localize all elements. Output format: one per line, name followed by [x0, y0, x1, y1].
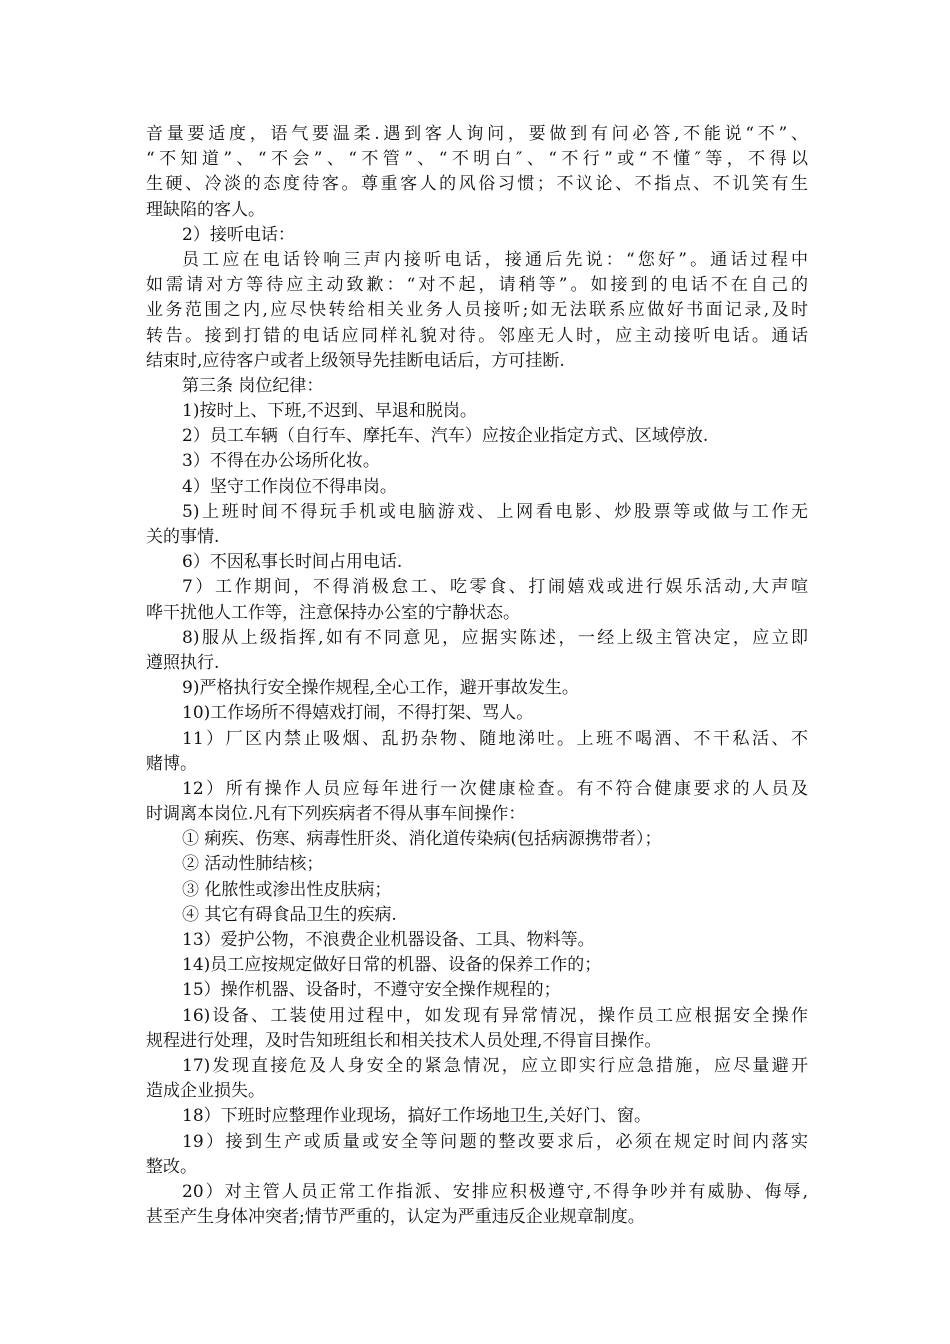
- document-line: 6）不因私事长时间占用电话.: [182, 552, 403, 573]
- document-line: 20）对主管人员正常工作指派、安排应积极遵守,不得争吵并有威胁、侮辱,: [182, 1181, 808, 1202]
- document-line: 甚至产生身体冲突者;情节严重的，认定为严重违反企业规章制度。: [146, 1207, 645, 1228]
- document-line: 规程进行处理，及时告知班组长和相关技术人员处理,不得盲目操作。: [146, 1030, 662, 1051]
- document-line: 3）不得在办公场所化妆。: [182, 451, 380, 472]
- document-line: 14)员工应按规定做好日常的机器、设备的保养工作的；: [182, 955, 602, 976]
- document-line: 19）接到生产或质量或安全等问题的整改要求后，必须在规定时间内落实: [182, 1131, 808, 1152]
- document-line: 音量要适度，语气要温柔.遇到客人询问，要做到有问必答,不能说“不”、: [146, 124, 808, 144]
- document-line: 15）操作机器、设备时，不遵守安全操作规程的；: [182, 980, 561, 1001]
- document-line: ④ 其它有碍食品卫生的疾病.: [182, 904, 397, 925]
- document-line: 7）工作期间，不得消极怠工、吃零食、打闹嬉戏或进行娱乐活动,大声喧: [182, 577, 808, 598]
- document-line: 哗干扰他人工作等，注意保持办公室的宁静状态。: [146, 602, 520, 623]
- document-line: 11）厂区内禁止吸烟、乱扔杂物、随地涕吐。上班不喝酒、不干私活、不: [182, 728, 808, 749]
- document-line: 如需请对方等待应主动致歉：“对不起，请稍等”。如接到的电话不在自己的: [146, 275, 808, 296]
- document-line: 员工应在电话铃响三声内接听电话，接通后先说：“您好”。通话过程中: [182, 249, 808, 270]
- document-line: 时调离本岗位.凡有下列疾病者不得从事车间操作：: [146, 804, 526, 825]
- document-line: ③ 化脓性或渗出性皮肤病；: [182, 879, 392, 900]
- document-line: 12）所有操作人员应每年进行一次健康检查。有不符合健康要求的人员及: [182, 778, 808, 799]
- document-line: 造成企业损失。: [146, 1081, 265, 1102]
- document-line: ② 活动性肺结核；: [182, 854, 324, 875]
- document-line: 关的事情.: [146, 527, 220, 547]
- document-line: 9)严格执行安全操作规程,全心工作，避开事故发生。: [182, 678, 579, 699]
- document-line: 18）下班时应整理作业现场，搞好工作场地卫生,关好门、窗。: [182, 1106, 652, 1127]
- document-line: 业务范围之内,应尽快转给相关业务人员接听;如无法联系应做好书面记录,及时: [146, 300, 808, 321]
- document-line: 2）接听电话：: [182, 224, 295, 245]
- document-line: 第三条 岗位纪律：: [182, 375, 324, 396]
- document-line: 2）员工车辆（自行车、摩托车、汽车）应按企业指定方式、区域停放.: [182, 426, 709, 447]
- document-line: 结束时,应待客户或者上级领导先挂断电话后，方可挂断.: [146, 350, 565, 371]
- document-line: 生硬、冷淡的态度待客。尊重客人的风俗习惯；不议论、不指点、不讥笑有生: [146, 174, 808, 195]
- document-page: [146, 122, 808, 1230]
- document-line: 转告。接到打错的电话应同样礼貌对待。邻座无人时，应主动接听电话。通话: [146, 325, 808, 346]
- document-line: ① 痢疾、伤寒、病毒性肝炎、消化道传染病(包括病源携带者）；: [182, 829, 662, 850]
- document-line: 13）爱护公物，不浪费企业机器设备、工具、物料等。: [182, 930, 595, 950]
- document-line: 赌博。: [146, 753, 197, 774]
- document-line: “不知道”、“不会”、“不管”、“不明白″、“不行”或“不懂″等，不得以: [146, 149, 808, 170]
- document-line: 8)服从上级指挥,如有不同意见，应据实陈述，一经上级主管决定，应立即: [182, 627, 808, 648]
- document-line: 4）坚守工作岗位不得串岗。: [182, 476, 397, 497]
- document-line: 16)设备、工装使用过程中，如发现有异常情况，操作员工应根据安全操作: [182, 1005, 808, 1026]
- document-line: 遵照执行.: [146, 652, 220, 673]
- document-line: 5)上班时间不得玩手机或电脑游戏、上网看电影、炒股票等或做与工作无: [182, 501, 808, 522]
- document-line: 17)发现直接危及人身安全的紧急情况，应立即实行应急措施，应尽量避开: [182, 1055, 808, 1076]
- document-line: 10)工作场所不得嬉戏打闹，不得打架、骂人。: [182, 703, 534, 724]
- document-line: 理缺陷的客人。: [146, 199, 265, 220]
- document-line: 整改。: [146, 1156, 197, 1177]
- document-line: 1)按时上、下班,不迟到、早退和脱岗。: [182, 401, 477, 422]
